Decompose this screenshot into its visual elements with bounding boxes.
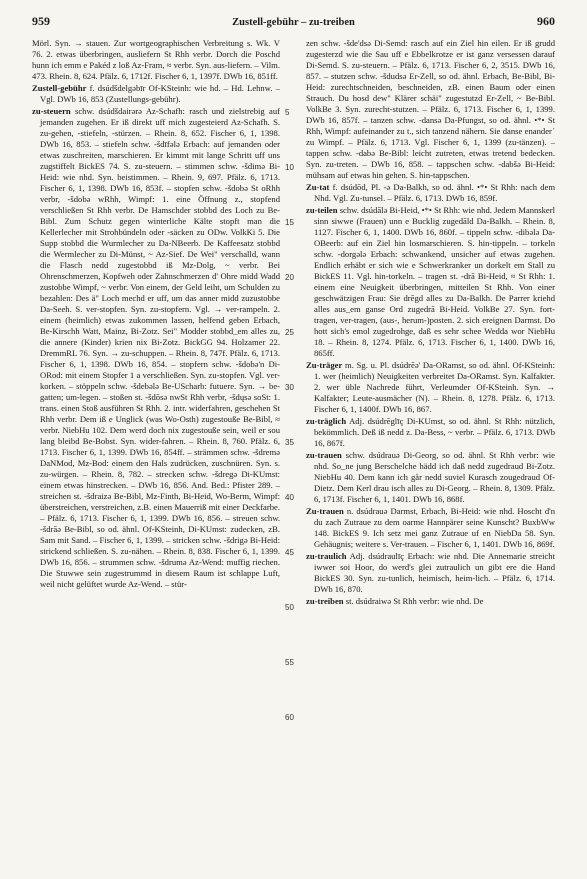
dictionary-entry: [32, 83, 280, 105]
left-column: [32, 38, 280, 849]
entry-lemma: zu-steuern: [32, 106, 71, 116]
entry-text: Adj. dsúdraulīç Erbach: wie nhd. Die Annemarie streicht iwwer soi Hoor, do werd's glei zutraulich un gibt ere die Hand BickES 30. Syn. zu-tunlich, heimisch, heim-lich. – Pfälz. 6, 1714. DWb 16, 870.: [314, 551, 555, 594]
entry-lemma: zu-traulich: [306, 551, 347, 561]
entry-lemma: Zu-träger: [306, 360, 343, 370]
entry-lemma: zu-träglich: [306, 416, 347, 426]
entry-text: f. dsúdōd, Pl. -ə Da-Balkh, so od. ähnl. •*• St Rhh: nach dem Nhd. Vgl. Zu-tunsel. – Pfälz. 6, 1713. DWb 16, 859f.: [314, 182, 555, 203]
entry-lemma: zu-teilen: [306, 205, 338, 215]
dictionary-entry: [306, 551, 555, 595]
entry-lemma: Zustell-gebühr: [32, 83, 87, 93]
entry-text: schw. dsúdrauə Di-Georg, so od. ähnl. St Rhh verbr: wie nhd. So_ne jung Berschelche hädd ich daß nedd zugedraud Bi-Zotz. NiebHu 40. Dem kann ich går nedd suviel Kurasch zougedraud Of-Dietz. Dem Kerl drau isch alles zu Di-Georg. – Rhein. 8, 1309. Pfälz. 6, 1713f. Fischer 6, 1, 1401. DWb 16, 868f.: [314, 450, 555, 504]
line-number: 55: [285, 658, 294, 667]
page-number-left: 959: [32, 14, 50, 28]
entry-text: schw. dsúdālə Bi-Heid, •*• St Rhh: wie nhd. Jedem Mannskerl sinn siwwe (Frauen) unn e Bucklig zugedāld Da-Balkh. – Rhein. 8, 1127. Fischer 6, 1, 1400. DWb 16, 860f. – tippeln schw. -dibələ Da-OBeerb: auf ein Ziel hin losmarschieren. S. hin-tippeln. – torkeln schw. -dorgələ Erbach: schwankend, unsicher auf etwas zugehen. Endlich erhäbt er sich wie e Schwerkranker un dorkelt em Stall zu BickES 11. Vgl. hin-torkeln. – tragen st. -drā Bi-Heid, ≈ St Rhh: 1. einem eine Neuigkeit überbringen, mitteilen St Rhh. Von einer geschwätzigen Frau: Sie drēgd alles zu Da-Balkh. De Parrer kriehd alles aus_em ganse Ord zugedrā Bi-Heid. VolkBe 27. Syn. fort-tragen, ver-tragen, (aus-, herum-)posten. 2. sich ereignen Darmst. Do hott sich's emol zugedrohge, daß es sehr schee Wedda wor NiebHu 18. – Rhein. 8, 1274. Pfälz. 6, 1713. Fischer 6, 1, 1400. DWb 16, 865ff.: [314, 205, 555, 358]
dictionary-entry: [306, 38, 555, 181]
entry-lemma: zu-treiben: [306, 596, 344, 606]
running-head: Zustell-gebühr – zu-treiben: [232, 17, 355, 28]
dictionary-entry: [32, 106, 280, 590]
entry-text: Adj. dsúdrēglīç Di-KUmst, so od. ähnl. St Rhh: nützlich, bekömmlich. Deß iß nedd z. Da-Bess, ~ verbr. – Pfälz. 6, 1713. DWb 16, 867f.: [314, 416, 555, 448]
entry-text: zen schw. -šde'dsə Di-Semd: rasch auf ein Ziel hin eilen. Er iß grudd zugesterzd wie die Sau uff e Ebbelkrotze er ist ganz versessen darauf Di-Semd. S. zu-steuern. – Pfälz. 6, 1713. Fischer 6, 2, 3515. DWb 16, 857. – stutzen schw. -šdudsə Er-Zell, so od. ähnl. Erbach, Be-Bibl, Bi-Heid: zurechtschneiden, beschneiden, zB. einen Baum oder einen Strauch. Du hosd dew" Klärer schäi" zugestutzd Er-Zell, ~ Be-Bibl. VolkBe 3. Syn. zurecht-stutzen. – Pfälz. 6, 1713. Fischer 6, 1, 1399. DWb 16, 857f. – tanzen schw. -dansə Da-Pfungst, so od. ähnl. •*• St Rhh, Wimpf: aufeinander zu t., sich tanzend nähern. Sie danse enanderˊ zu Wimpf. – Pfälz. 6, 1713. Vgl. Fischer 6, 1, 1399 (zu-tänzen). – tappen schw. -dabə Be-Bibl: leicht zutreten, etwas tretend bedecken. Syn. zu-treten. – DWb 16, 858. – tappschen schw. -dabšə Bi-Heid: mühsam auf etwas hin gehen. S. hin-tappschen.: [306, 38, 555, 180]
line-number: 20: [285, 273, 294, 282]
dictionary-entry: [306, 416, 555, 449]
page-header: [32, 14, 555, 32]
line-number: 50: [285, 603, 294, 612]
line-number-gutter: [281, 38, 305, 849]
dictionary-entry: [306, 506, 555, 550]
line-number: 15: [285, 218, 294, 227]
entry-text: n. dsúdrauə Darmst, Erbach, Bi-Heid: wie nhd. Hoscht d'n du zach Zutraue zu dem oarme Hannpärer seine Kunscht? BuxbWw 148. BickES 9. Ich setz mei ganz Zutraue uf en NiebDa 58. Syn. Gehäugnis; weitere s. Ver-trauen. – Fischer 6, 1, 1401. DWb 16, 869f.: [314, 506, 555, 549]
entry-text: Mörl. Syn. → stauen. Zur wortgeographischen Verbreitung s. Wk. V 76. 2. etwas überbringen, ausliefern St Rhh verbr. Dorch die Poschd hunn ich emm e Pakéd z loß Az-Fram, ≈ verbr. Syn. aus-liefern. – Vilm. 473. Rhein. 8, 624. Pfälz. 6, 1712f. Fischer 6, 1, 1397f. DWb 16, 851ff.: [32, 38, 280, 81]
dictionary-entry: [306, 205, 555, 359]
dictionary-entry: [306, 450, 555, 505]
line-number: 10: [285, 163, 294, 172]
line-number: 45: [285, 548, 294, 557]
line-number: 60: [285, 713, 294, 722]
right-column: [306, 38, 555, 849]
line-number: 5: [285, 108, 290, 117]
line-number: 40: [285, 493, 294, 502]
entry-lemma: zu-trauen: [306, 450, 342, 460]
dictionary-entry: [306, 182, 555, 204]
dictionary-entry: [306, 596, 555, 607]
dictionary-entry: [32, 38, 280, 82]
entry-text: st. dsúdraiwə St Rhh verbr: wie nhd. De: [345, 596, 484, 606]
entry-lemma: Zu-tat: [306, 182, 330, 192]
entry-text: schw. dsúdšdairərə Az-Schafh: rasch und zielstrebig auf jemanden zugehen. Er iß direkt uff mich zugesteierd Az-Schafh. S. zu-gehen, -stiefeln, -stürzen. – Rhein. 8, 652. Fischer 6, 1, 1398. DWb 16, 853. – stiefeln schw. -šdīfələ Erbach: auf jemanden oder etwas zuschreiten, marschieren. Er kimmt mit lange Schritt uff uns zugstiffelt BickES 74. S. zu-steuern. – stimmen schw. -šdimə Bi-Heid: wie nhd. Syn. beistimmen. – Rhein. 9, 697. Pfälz. 6, 1713. Fischer 6, 1, 1398. DWb 16, 853f. – stopfen schw. -šdobə St oRhh verbr, -šdobə wRhh, Wimpf: 1. eine Öffnung z., stopfend verschließen St Rhh verbr. De Hamschder stobbd des Loch zu Be-Bibl. Zum Schutz gegen winterliche Kälte stopft man die Kellerlecher mit Strohbündeln oder -säcken zu ODw. VolkKi 5. Die Supp stobbd die Wurmlecher zu Da-NBeerb. De Kaffeesatz stobbd die Wermlecher zu Di-Münst, ~ Az-Sief. De Wei" verschalld, wann die Flasch nedd zugestobbd iß Mz-Dolg, ~ verbr. Bei Ohrenschmerzen, Kopfweh oder Zahnschmerzen d' Ohre midd Wadd zustobbe Wimpf, ~ verbr. Von einem, der Geld leiht, um Schulden zu bezahlen: Des ä" Loch mechd er uff, um das anner midd zuzustobbe Da-Seeh. S. ver-stopfen. Syn. zu-stopfern. Vgl. → ver-rampeln. 2. einem (heimlich) etwas zukommen lassen, helfend geben Erbach, Be-Kirschh Watt, Mainz, Bi-Zotz. Sei" Modder stobbd_em alles zu, die annere (Kinder) krien nix Bi-Zotz. BickGG 94. Holzamer 22. DremmRL 76. Syn. → zu-schuppen. – Rhein. 8, 747f. Pfälz. 6, 1713. Fischer 6, 1, 1398. DWb 16, 854. – stopfern schw. -šdobə'n Di-ORod: mit einem Stopfer 1 a verschließen. Syn. zu-stopfen. Vgl. ver-korken. – stöppeln schw. -šdebələ Be-UScharb: futuere. Syn. → be-gatten; um-legen. – stoßen st. -šdōsə nwSt Rhh verbr, -šdųsə soSt: 1. trans. einen Stoß ausführen St Rhh. 2. intr. widerfahren, geschehen St Rhh verbr. Dem iß e Unglick (was Wo-Osth) zugestouße Be-Bibl, ≈ verbr. NiebHu 102. Dem werd doch nix zugestouße sein, weil er sou lang bleibd Be-Bobst. Syn. wider-fahren. – Rhein. 8, 760. Pfälz. 6, 1713. Fischer 6, 1, 1399. DWb 16, 854ff. – strämmen schw. -šdremə DaNMod, Mz-Bod: einem den Hals zudrücken, zuschnüren. Syn. s. zu-würgen. – Rhein. 8, 782. – strecken schw. -šdregə Di-KUmst: einem etwas hinstrecken. – DWb 16, 856. And. Bed.: Pfister 289. – streichen st. -šdraizə Be-Bibl, Mz-Finth, Bi-Heid, Wo-Berm, Wimpf: überstreichen, verstreichen, z.B. einen Mauerriß mit einer Deckfarbe. – Pfälz. 6, 1713. Fischer 6, 1, 1399. DWb 16, 856. – streuen schw. -šdrāə Be-Bibl, so od. ähnl. Of-KSteinh, Di-KUmst: zudecken, zB. Sam mit Sand. – Fischer 6, 1, 1399. – stricken schw. -šdrigə Bi-Heid: strickend schließen. S. zu-nähen. – Rhein. 8, 838. Fischer 6, 1, 1399. DWb 16, 856. – strummen schw. -šdrumə Az-Wend: muffig riechen. Die Stuwwe sein zugestrummd in diesem Raum ist schlappe Luft, weil nicht gelüftet wurde Az-Wend. – stür-: [40, 106, 280, 589]
page-number-right: 960: [536, 14, 555, 28]
dictionary-entry: [306, 360, 555, 415]
line-number: 35: [285, 438, 294, 447]
entry-lemma: Zu-trauen: [306, 506, 344, 516]
line-number: 25: [285, 328, 294, 337]
entry-text: m. Sg. u. Pl. dsúdrēə' Da-ORamst, so od. ähnl. Of-KSteinh: 1. wer (heimlich) Neuigkeiten verbreitet Da-ORamst. Syn. Kalfakter. 2. wer üble Nachrede führt, Verleumder Of-KSteinh. Syn. → Kalfakter; Leute-ausmächer (N). – Rhein. 8, 1278. Pfälz. 6, 1713. Fischer 6, 1, 1400f. DWb 16, 867.: [314, 360, 555, 414]
line-number: 30: [285, 383, 294, 392]
entry-text: f. dsúdšdelgəbīr Of-KSteinh: wie hd. – Hd. Lehnw. – Vgl. DWb 16, 853 (Zustellungs-gebühr).: [40, 83, 280, 104]
